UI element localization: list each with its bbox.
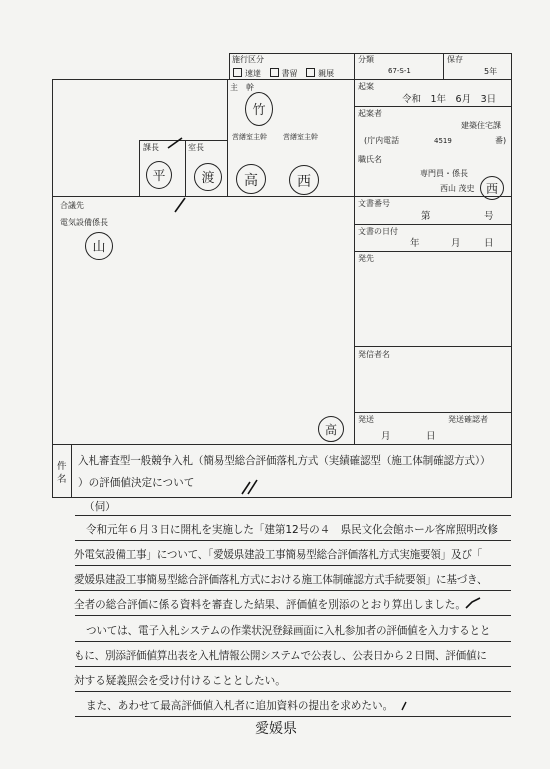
bunsho-nichi: 日 bbox=[484, 238, 494, 249]
body-rule-2 bbox=[75, 565, 511, 566]
seal-stamp-icon bbox=[318, 416, 344, 442]
header-left-border bbox=[229, 53, 230, 79]
seal-stamp-icon bbox=[146, 161, 172, 189]
pen-mark-icon bbox=[172, 196, 188, 214]
prefecture-name: 愛媛県 bbox=[255, 721, 297, 737]
kenmei-line-2: ）の評価値決定について bbox=[78, 477, 195, 489]
body-rule-3 bbox=[75, 590, 511, 591]
main-left-border bbox=[52, 79, 53, 444]
bunsho-divider-2 bbox=[354, 251, 512, 252]
form-right-border bbox=[511, 53, 512, 444]
checkbox-icon bbox=[306, 68, 315, 77]
eizen-shukan-1: 営繕室主幹 bbox=[232, 133, 267, 141]
seal-stamp-icon bbox=[245, 92, 273, 126]
bunsho-divider-4 bbox=[354, 412, 512, 413]
checkbox-icon bbox=[270, 68, 279, 77]
kacho-label: 課長 bbox=[143, 143, 159, 152]
seal-char: 高 bbox=[324, 423, 338, 437]
bunsho-date-label: 文書の日付 bbox=[358, 227, 398, 236]
hassou-nichi: 日 bbox=[426, 431, 436, 442]
body-line-4: 全者の総合評価に係る資料を審査した結果、評価値を別添のとおり算出しました。 bbox=[74, 599, 466, 611]
kenmei-label-border bbox=[71, 444, 72, 497]
seal-char: 山 bbox=[92, 240, 106, 255]
seal-char: 西 bbox=[297, 174, 311, 190]
shukan-label: 主 幹 bbox=[230, 83, 254, 92]
header-top-border bbox=[229, 53, 512, 54]
pen-mark-icon bbox=[400, 700, 408, 712]
bunsho-divider-3 bbox=[354, 346, 512, 347]
kenmei-line-1: 入札審査型一般競争入札（簡易型総合評価落札方式（実績確認型（施工体制確認方式）） bbox=[78, 455, 491, 467]
seal-stamp-icon bbox=[480, 176, 504, 200]
seal-char: 渡 bbox=[201, 171, 215, 186]
shikou-label: 施行区分 bbox=[232, 55, 264, 64]
body-rule-8 bbox=[75, 716, 511, 717]
seal-char: 西 bbox=[485, 182, 499, 196]
bunrui-label: 分類 bbox=[358, 55, 374, 64]
kian-dept: 建築住宅課 bbox=[461, 121, 501, 130]
header-divider-2 bbox=[443, 53, 444, 79]
body-line-8: また、あわせて最高評価値入札者に追加資料の提出を求めたい。 bbox=[86, 700, 394, 712]
right-panel-border bbox=[354, 79, 355, 444]
hozon-value: 5年 bbox=[484, 67, 498, 76]
bunsho-no-label: 文書番号 bbox=[358, 199, 390, 208]
body-rule-6 bbox=[75, 666, 511, 667]
body-rule-5 bbox=[75, 641, 511, 642]
option-kakitome[interactable]: 書留 bbox=[270, 68, 298, 78]
bunsho-gatsu: 月 bbox=[451, 238, 461, 249]
option-shinten[interactable]: 親展 bbox=[306, 68, 334, 78]
hassaki-label: 発先 bbox=[358, 254, 374, 263]
body-rule-0 bbox=[75, 515, 511, 516]
body-line-1: 令和元年６月３日に開札を実施した「建第12号の４ 県民文化会館ホール客席照明改修 bbox=[86, 524, 498, 536]
body-rule-7 bbox=[75, 691, 511, 692]
kian-position: 専門員・係長 bbox=[420, 169, 468, 178]
body-line-3: 愛媛県建設工事簡易型総合評価落札方式における施工体制確認方式手続要領」に基づき、 bbox=[74, 574, 488, 586]
hassou-kakunin-label: 発送確認者 bbox=[448, 415, 488, 424]
seal-char: 平 bbox=[152, 169, 166, 184]
approval-divider-a bbox=[227, 79, 228, 196]
seal-char: 竹 bbox=[252, 103, 266, 118]
seal-stamp-icon bbox=[236, 164, 266, 194]
checkbox-icon bbox=[233, 68, 242, 77]
approval-bottom-border bbox=[52, 196, 512, 197]
approval-divider-c bbox=[139, 140, 140, 196]
hasshin-label: 発信者名 bbox=[358, 350, 390, 359]
kian-date: 令和 1年 6月 3日 bbox=[402, 94, 497, 105]
ukagai-label: （伺） bbox=[84, 501, 116, 513]
body-line-2: 外電気設備工事」について、「愛媛県建設工事簡易型総合評価落札方式実施要領」及び「 bbox=[74, 549, 483, 561]
phone-number: 4519 bbox=[434, 137, 452, 145]
kenmei-right-border bbox=[511, 444, 512, 497]
shikou-options bbox=[233, 68, 340, 78]
seal-stamp-icon bbox=[289, 165, 319, 195]
bunsho-go: 号 bbox=[484, 211, 494, 222]
bunrui-value: 67-S-1 bbox=[388, 67, 411, 75]
bunsho-dai: 第 bbox=[421, 211, 431, 222]
name-label: 職氏名 bbox=[358, 155, 382, 164]
kenmei-label: 件名 bbox=[57, 461, 67, 485]
hassou-label: 発送 bbox=[358, 415, 374, 424]
bunsho-divider-1 bbox=[354, 224, 512, 225]
seal-char: 高 bbox=[244, 173, 258, 189]
body-rule-1 bbox=[75, 540, 511, 541]
phone-suffix: 番) bbox=[495, 136, 507, 145]
bunsho-nen: 年 bbox=[410, 238, 420, 249]
kenmei-top-border bbox=[52, 444, 512, 445]
kenmei-left-border bbox=[52, 444, 53, 497]
hassou-gatsu: 月 bbox=[381, 431, 391, 442]
option-sokutatsu[interactable]: 速達 bbox=[233, 68, 261, 78]
gougi-label: 合議先 bbox=[60, 201, 84, 210]
header-divider-1 bbox=[354, 53, 355, 79]
seal-stamp-icon bbox=[85, 232, 113, 260]
body-rule-4 bbox=[75, 615, 511, 616]
pen-mark-icon bbox=[240, 478, 260, 496]
eizen-shukan-2: 営繕室主幹 bbox=[283, 133, 318, 141]
phone-label: (庁内電話 bbox=[364, 136, 400, 145]
shitsucho-label: 室長 bbox=[188, 143, 204, 152]
kenmei-bottom-border bbox=[52, 497, 512, 498]
approval-divider-b bbox=[185, 140, 186, 196]
gougi-section: 電気設備係長 bbox=[60, 218, 108, 227]
body-line-5: ついては、電子入札システムの作業状況登録画面に入札参加者の評価値を入力するとと bbox=[86, 625, 491, 637]
kian-name: 西山 茂史 bbox=[440, 184, 475, 193]
hozon-label: 保存 bbox=[447, 55, 463, 64]
kian-label: 起案 bbox=[358, 82, 374, 91]
kiansha-label: 起案者 bbox=[358, 109, 382, 118]
body-line-7: 対する疑義照会を受け付けることとしたい。 bbox=[74, 675, 286, 687]
seal-stamp-icon bbox=[194, 163, 222, 191]
kian-divider bbox=[354, 106, 512, 107]
pen-mark-icon bbox=[166, 136, 184, 150]
main-top-border bbox=[52, 79, 512, 80]
pen-mark-icon bbox=[464, 596, 482, 610]
body-line-6: もに、別添評価値算出表を入札情報公開システムで公表し、公表日から２日間、評価値に bbox=[74, 650, 487, 662]
